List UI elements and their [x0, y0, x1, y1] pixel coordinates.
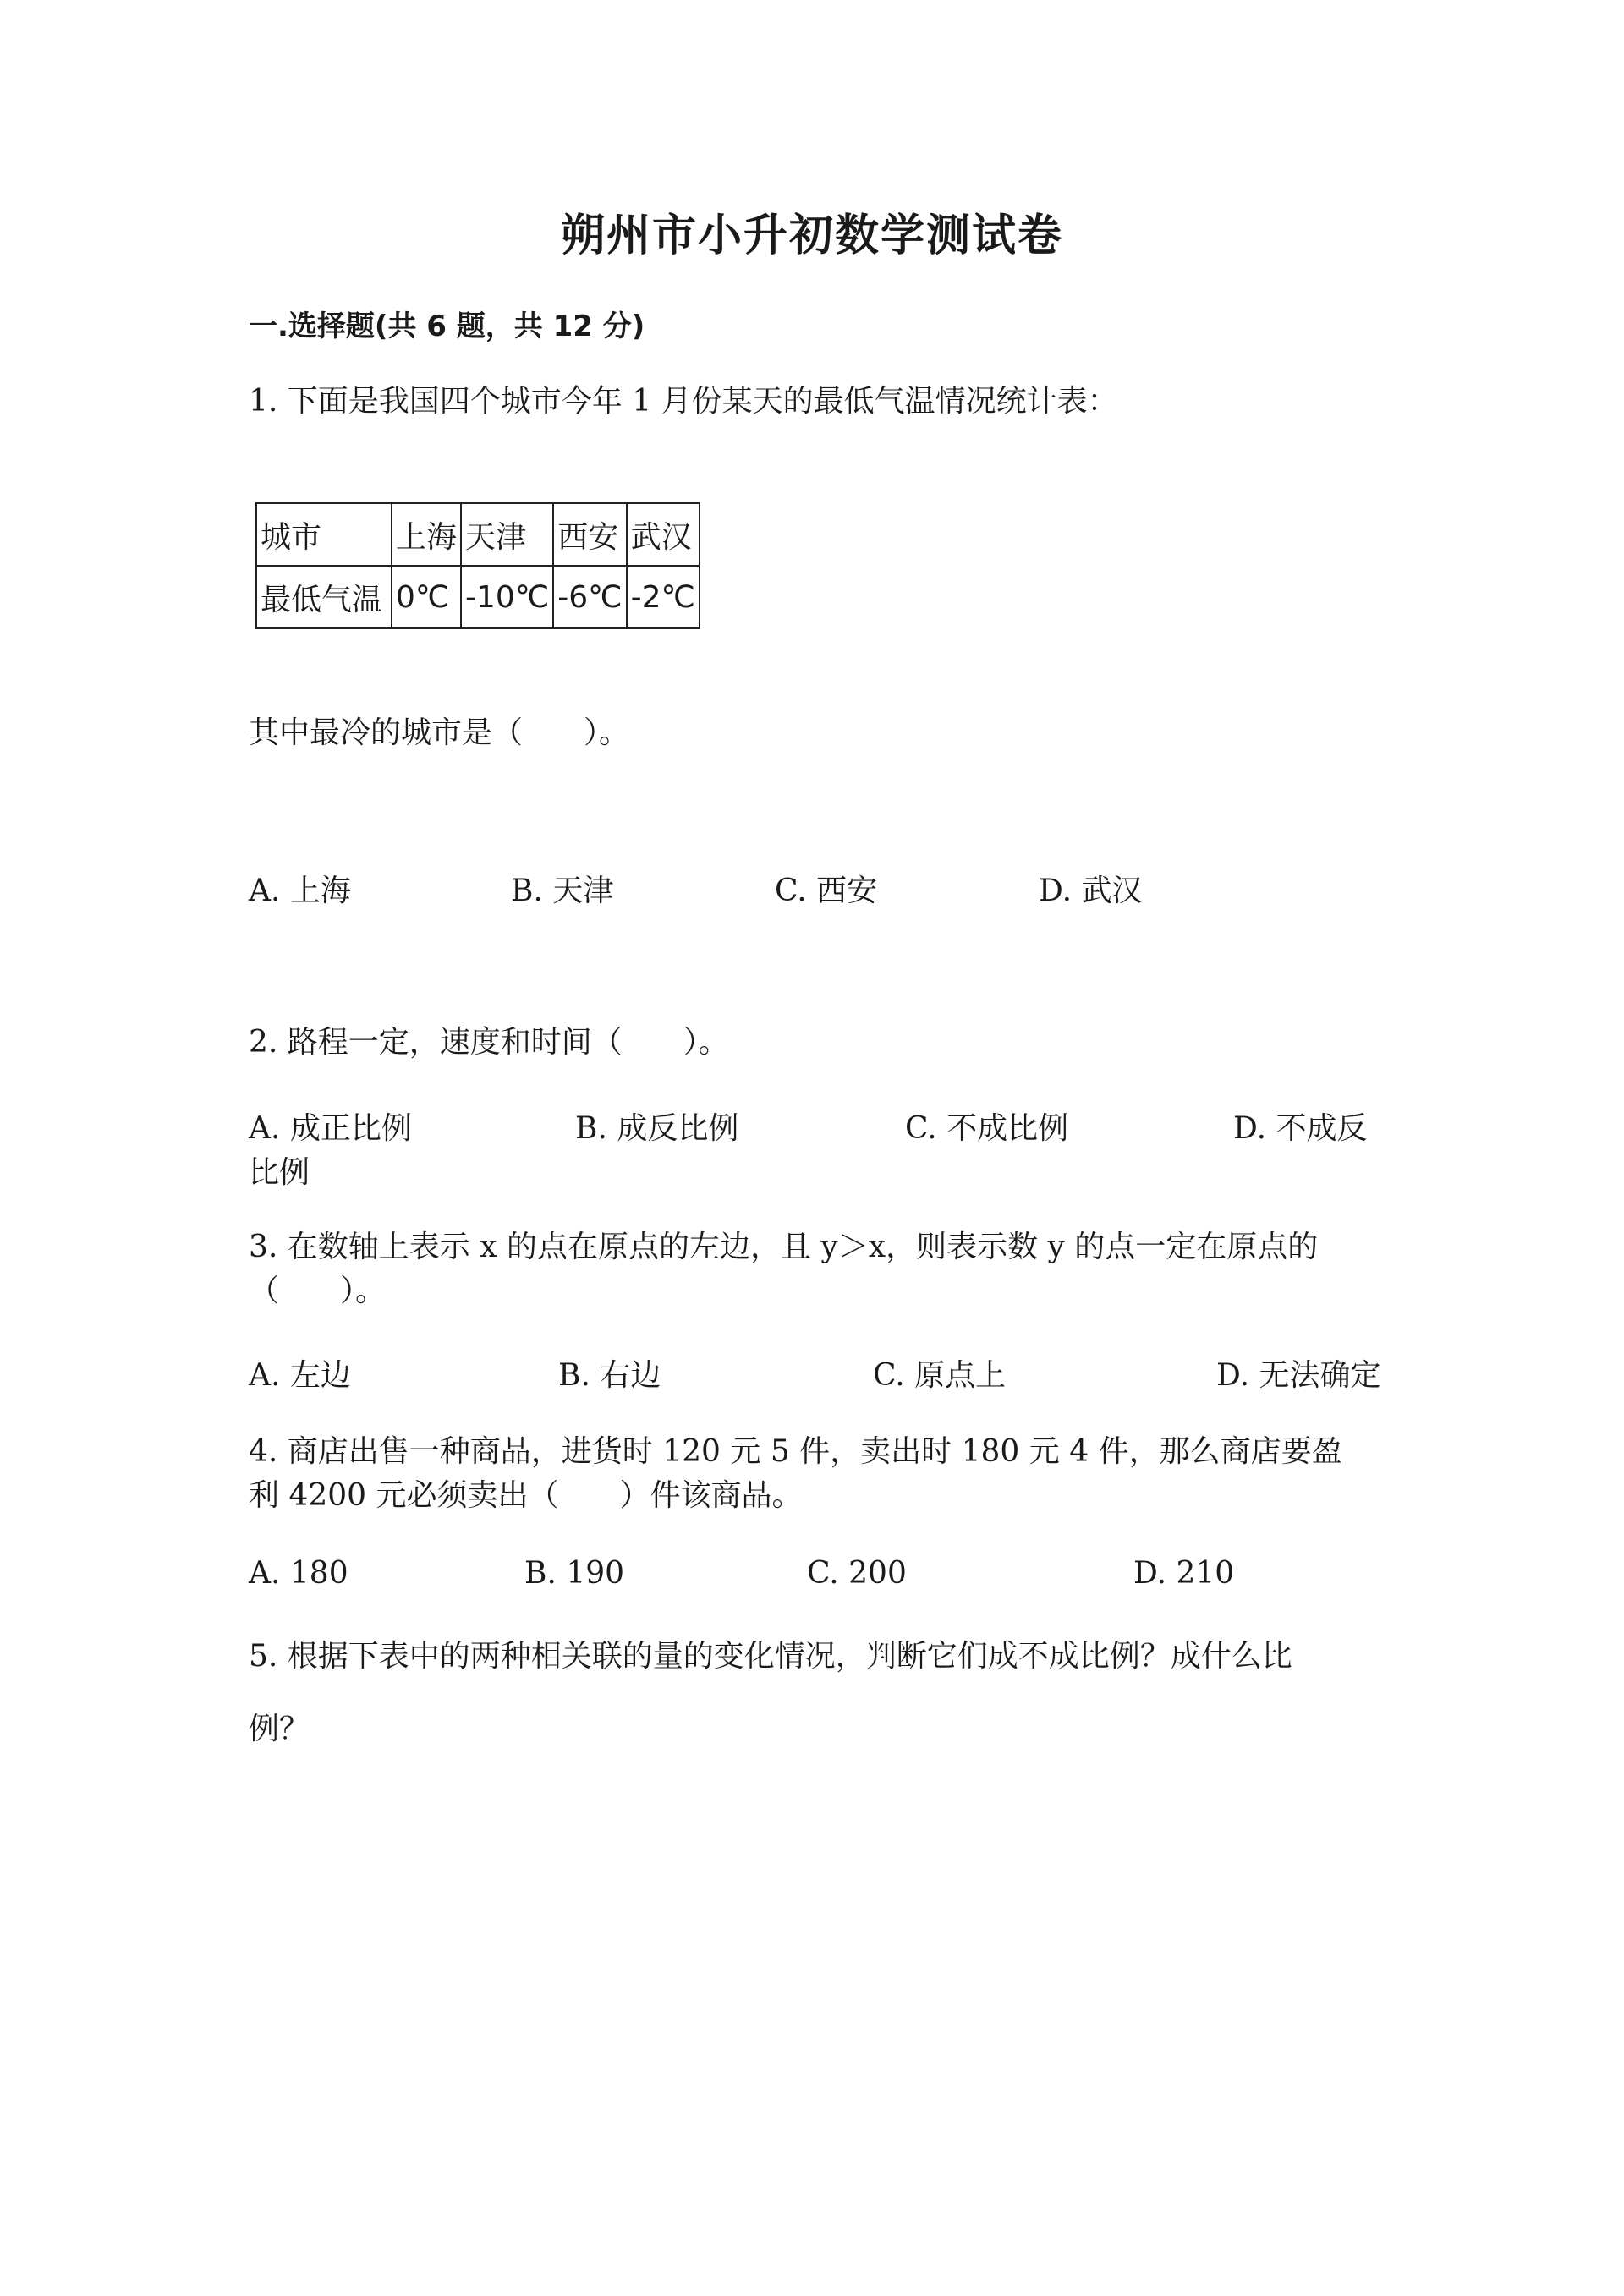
table-cell: 城市 [256, 503, 392, 566]
table-cell: -6℃ [553, 566, 626, 628]
question-2-option-d[interactable]: D. 不成反 [1233, 1111, 1368, 1146]
question-2-stem: 2. 路程一定，速度和时间（ ）。 [249, 1025, 729, 1060]
question-3-option-d[interactable]: D. 无法确定 [1216, 1358, 1381, 1393]
table-row [256, 566, 700, 628]
table-cell: 0℃ [392, 566, 461, 628]
question-3-stem-line-2: （ ）。 [249, 1274, 387, 1308]
section-heading: 一.选择题(共 6 题，共 12 分) [249, 310, 645, 343]
table-cell: 天津 [461, 503, 553, 566]
table-cell: 武汉 [627, 503, 700, 566]
question-3-option-b[interactable]: B. 右边 [558, 1358, 661, 1393]
question-4-option-c[interactable]: C. 200 [807, 1556, 907, 1591]
question-1-option-a[interactable]: A. 上海 [249, 874, 351, 908]
table-header-row [256, 503, 700, 566]
question-1-option-b[interactable]: B. 天津 [511, 874, 614, 908]
question-1-prompt: 其中最冷的城市是（ ）。 [249, 715, 630, 750]
page-title: 朔州市小升初数学测试卷 [560, 211, 1063, 261]
question-4-stem-line-2: 利 4200 元必须卖出（ ）件该商品。 [249, 1478, 803, 1513]
question-1-option-c[interactable]: C. 西安 [775, 874, 878, 908]
table-cell: 西安 [553, 503, 626, 566]
question-4-option-a[interactable]: A. 180 [249, 1556, 348, 1591]
table-cell: 上海 [392, 503, 461, 566]
question-1-option-d[interactable]: D. 武汉 [1039, 874, 1143, 908]
question-2-option-b[interactable]: B. 成反比例 [575, 1111, 739, 1146]
table-cell: -10℃ [461, 566, 553, 628]
temperature-table [255, 502, 700, 629]
question-2-option-a[interactable]: A. 成正比例 [249, 1111, 412, 1146]
question-3-stem-line-1: 3. 在数轴上表示 x 的点在原点的左边，且 y＞x，则表示数 y 的点一定在原点的 [249, 1230, 1319, 1264]
question-4-option-b[interactable]: B. 190 [524, 1556, 625, 1591]
question-3-option-c[interactable]: C. 原点上 [873, 1358, 1007, 1393]
question-4-stem-line-1: 4. 商店出售一种商品，进货时 120 元 5 件，卖出时 180 元 4 件，那么商店要盈 [249, 1434, 1342, 1469]
question-5-stem-line-1: 5. 根据下表中的两种相关联的量的变化情况，判断它们成不成比例？成什么比 [249, 1639, 1292, 1674]
question-5-stem-line-2: 例？ [249, 1712, 310, 1746]
question-2-option-d-wrap: 比例 [249, 1155, 310, 1190]
question-1-stem: 1. 下面是我国四个城市今年 1 月份某天的最低气温情况统计表： [249, 384, 1118, 419]
question-4-option-d[interactable]: D. 210 [1133, 1556, 1235, 1591]
question-3-option-a[interactable]: A. 左边 [249, 1358, 351, 1393]
question-2-option-c[interactable]: C. 不成比例 [905, 1111, 1069, 1146]
table-cell: 最低气温 [256, 566, 392, 628]
table-cell: -2℃ [627, 566, 700, 628]
